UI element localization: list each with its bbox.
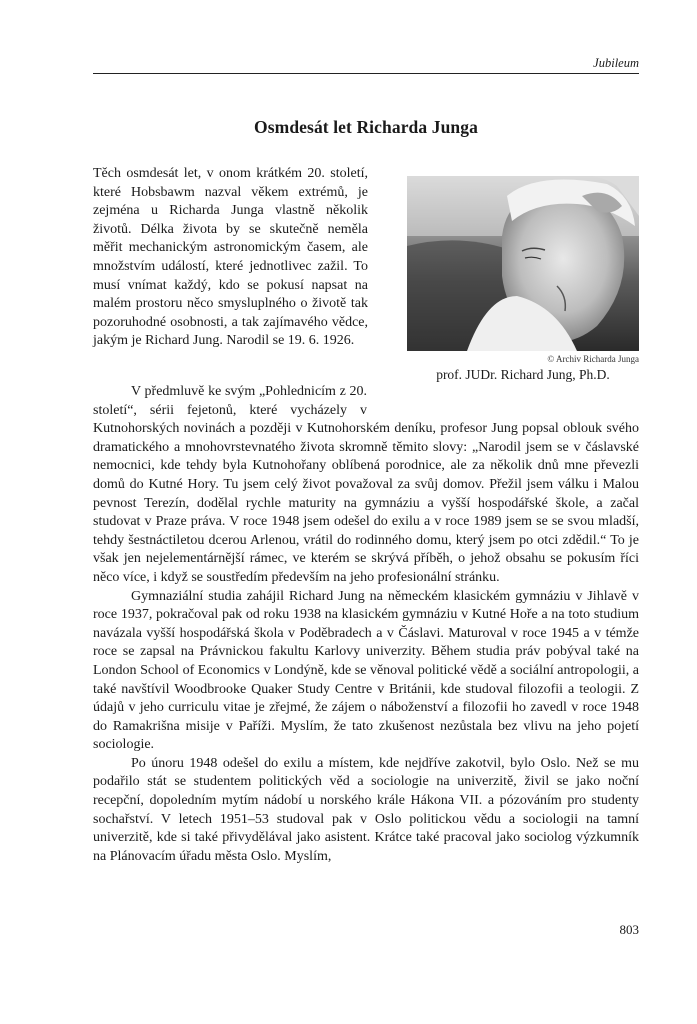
intro-column xyxy=(93,165,368,351)
paragraph-4: Po únoru 1948 odešel do exilu a místem, kde nejdříve zakotvil, bylo Oslo. Než se mu podařilo stát se studentem politických věd a sociologie na univerzitě, živil se jako noční recepční, dopoledním mytím nádobí u norského krále Hákona VII. a pózováním pro studenty sochařství. V letech 1951–53 studoval pak v Oslo politickou vědu a sociologii na tamní univerzitě, kde si také přivydělával jako asistent. Krátce také pracoval jako sociolog výzkumník na Plánovacím úřadu města Oslo. Myslím, xyxy=(93,755,639,864)
paragraph-1: Těch osmdesát let, v onom krátkém 20. století, které Hobsbawm nazval věkem extrémů, je zejména u Richarda Junga vlastně několik životů. Délka života by se skutečně neměla měřit mechanickým astronomickým časem, ale množstvím událostí, které jednotlivec zažil. To musí vnímat každý, kdo se pokusí napsat na malém prostoru něco smysluplného o životě tak pozoruhodné osobnosti, a tak zajímavého vědce, jakým je Richard Jung. Narodil se 19. 6. 1926. xyxy=(93,166,368,349)
portrait-image xyxy=(407,176,639,351)
page-number: 803 xyxy=(619,922,639,937)
portrait-photo xyxy=(407,176,639,351)
photo-caption: prof. JUDr. Richard Jung, Ph.D. xyxy=(436,367,610,382)
paragraph-3: Gymnaziální studia zahájil Richard Jung na německém klasickém gymnáziu v Jihlavě v roce 1937, pokračoval pak od roku 1938 na klasickém gymnáziu v Kutné Hoře a na toto studium navázala vyšší hospodářská škola v Poděbradech a v Čáslavi. Maturoval v roce 1945 a v témže roce se zapsal na Právnickou fakultu Karlovy univerzity. Během studia práv pobýval také na London School of Economics v Londýně, kde se věnoval politické vědě a sociální antropologii, a také navštívil Woodbrooke Quaker Study Centre v Británii, kde studoval filozofii a teologii. Z údajů v jeho curriculu vitae je zřejmé, že zájem o náboženství a filozofii ho zavedl v roce 1948 do Ramakrišna misije v Paříži. Myslím, že tato zkušenost nezůstala bez vlivu na jeho pojetí sociologie. xyxy=(93,588,639,753)
running-header xyxy=(93,56,639,74)
body-text xyxy=(93,383,639,866)
portrait-figure xyxy=(407,176,639,383)
caption-wrap-spacer xyxy=(367,383,639,420)
paragraph-2: V předmluvě ke svým „Pohlednicím z 20. století“, sérii fejetonů, které vycházely v Kutnohorských novinách a později v Kutnohorském deníku, profesor Jung popsal oblouk svého dramatického a mnohovrstevnatého života skromně těmito slovy: „Narodil jsem se v čáslavské nemocnici, kde tehdy byla Kutnohořany oblíbená porodnice, ale za několik dnů mne převezli domů do Kutné Hory. Tu jsem celý život považoval za svůj domov. Přežil jsem válku i Malou pevnost Terezín, dodělal rychle maturity na gymnáziu a vyšší hospodářské škole, a začal studovat v Praze práva. V roce 1948 jsem odešel do exilu a v roce 1989 jsem se se svou mladší, tehdy šestnáctiletou dcerou Arlenou, vrátil do rodinného domu, který jsem po otci zdědil.“ To je však jen nejelementárnější rámec, ve kterém se skrývá příběh, o jehož obsahu se pokusím říci něco více, i když se soustředím především na jeho profesionální stránku. xyxy=(93,384,639,585)
photo-credit: © Archiv Richarda Junga xyxy=(547,354,639,364)
section-label: Jubileum xyxy=(593,56,639,70)
article-title: Osmdesát let Richarda Junga xyxy=(254,117,478,137)
